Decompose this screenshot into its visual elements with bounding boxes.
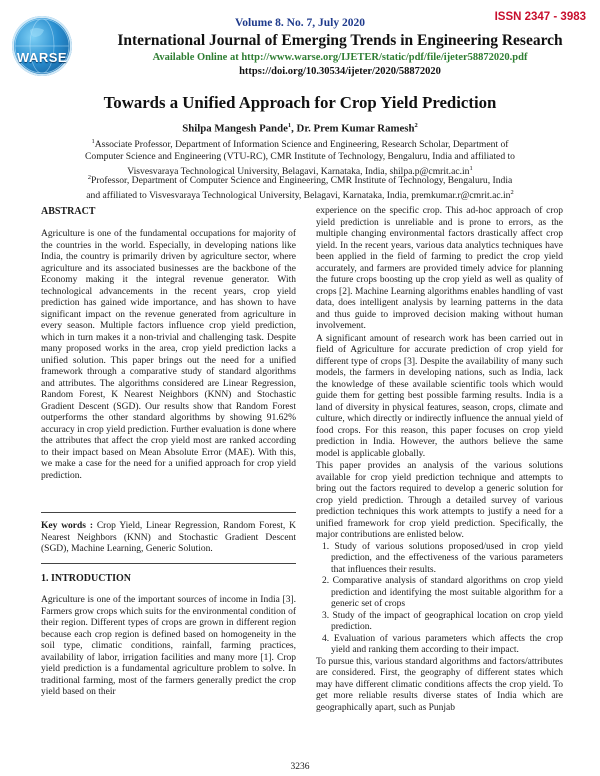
page-number: 3236: [290, 762, 310, 772]
aff1-end-sup: 1: [469, 165, 473, 173]
keywords-bottom-rule: [41, 563, 296, 564]
available-online-link[interactable]: Available Online at http://www.warse.org/IJETER/static/pdf/file/ijeter58872020.pdf: [152, 52, 528, 63]
affiliation-2: [20, 172, 580, 202]
abstract-text: Agriculture is one of the fundamental occupations for majority of the countries in the world. Especially, in developing nations like India, the country is primarily driven by agriculture sector, where agriculture and its associated businesses are the backbone of the Economy making it the integral revenue generator. With technological advancements in the recent years, crop yield prediction has gained wide importance, and has shown to have significant impact on the revenue generated from agriculture in every season. Multiple factors influence crop yield prediction, which in turn makes it a non-trivial and challenging task. Despite many proposed works in the area, crop yield prediction lacks a unified solution. This paper brings out the need for a unified framework through a comparative study of standard algorithms and attributes. The algorithms considered are Linear Regression, Random Forest, K Nearest Neighbors (KNN) and Stochastic Gradient Descent (SGD). Our results show that Random Forest outperforms the other standard algorithms by showing 91.62% accuracy in crop yield prediction. Further evaluation is done where the attributes that affect the crop yield most are ranked according to their impact based on Mean Absolute Error (MAE). With this, we make a case for the need for a unified approach for crop yield prediction.: [41, 229, 296, 481]
volume-info: Volume 8. No. 7, July 2020: [235, 17, 365, 29]
aff2-line-1: Professor, Department of Computer Science and Engineering, CMR Institute of Technology, Bengaluru, India: [91, 175, 513, 187]
aff1-line-1: Associate Professor, Department of Information Science and Engineering, Research Scholar, Department of: [94, 139, 509, 151]
right-para-3: This paper provides an analysis of the various solutions available for crop yield prediction technique and attempts to bring out the factors required to develop a generic solution for crop yield prediction. Through a detailed survey of various prediction techniques this work attempts to justify a need for a unified framework for crop yield prediction. Specifically, the major contributions are enlisted below.: [316, 461, 563, 540]
keywords-label: Key words :: [41, 521, 93, 531]
journal-title: International Journal of Emerging Trends in Engineering Research: [117, 32, 563, 49]
introduction-text: Agriculture is one of the important sources of income in India [3]. Farmers grow crops which suits for the environmental condition of their region. Different types of crops are grown in different region because each crop region is defined based on homogeneity in the soil type, climatic conditions, rainfall, farming practices, availability of labor, irrigation facilities and many more [1]. Crop yield prediction is a fundamental agriculture problem to solve. In traditional farming, most of the farmers generally predict the crop yield based on their: [41, 595, 296, 697]
aff2-end-sup: 2: [510, 189, 514, 197]
right-para-4: To pursue this, various standard algorithms and factors/attributes are considered. First, the geography of different states which may have different climatic conditions affects the crop yield. To get more reliable results diverse states of India which are geographically apart, such as Punjab: [316, 656, 563, 713]
aff1-line-2: Computer Science and Engineering (VTU-RC), CMR Institute of Technology, Bengaluru, India and affiliated to: [85, 151, 515, 163]
abstract-body: [41, 229, 296, 482]
keywords-text: Crop Yield, Linear Regression, Random Forest, K Nearest Neighbors (KNN) and Stochastic Gradient Descent (SGD), Machine Learning, Generic Solution.: [41, 521, 296, 554]
contribution-item: 3. Study of the impact of geographical location on crop yield prediction.: [322, 610, 563, 632]
author-2-sup: 2: [414, 122, 418, 129]
keywords-top-rule: [41, 512, 296, 513]
contribution-item: 1. Study of various solutions proposed/used in crop yield prediction, and the effectiveness of the various parameters that influences their results.: [322, 541, 563, 575]
paper-title: Towards a Unified Approach for Crop Yield Prediction: [103, 93, 497, 112]
contribution-item: 4. Evaluation of various parameters which affects the crop yield and ranking them according to their impact.: [322, 633, 563, 655]
right-para-2: A significant amount of research work has been carried out in field of Agriculture for accurate prediction of crop yield for different type of crops [3]. Despite the availability of many such models, the farmers in developing nations, such as India, lack the knowledge of these available scientific tools which would guide them for getting best possible farming results. India is a land of diversity in physical features, season, crops, climate and culture, which directly or indirectly influence the annual yield of food crops. For this reason, this paper focuses on crop yield prediction in India. However, the authors believe the same model is applicable globally.: [316, 333, 563, 459]
author-1: Shilpa Mangesh Pande: [182, 122, 288, 135]
keywords: [41, 521, 296, 556]
contributions-list: [316, 542, 563, 657]
introduction-body: [41, 595, 296, 699]
introduction-heading: 1. INTRODUCTION: [41, 573, 132, 584]
author-1-sup: 1: [287, 122, 292, 129]
doi-link[interactable]: https://doi.org/10.30534/ijeter/2020/58872020: [239, 66, 441, 77]
logo-text: WARSE: [16, 49, 68, 65]
right-column: [316, 206, 563, 714]
issn: ISSN 2347 - 3983: [494, 11, 586, 23]
abstract-heading: ABSTRACT: [41, 206, 96, 217]
aff2-line-2: and affiliated to Visvesvaraya Technological University, Belagavi, Karnataka, India, premkumar.r@cmrit.ac.in: [86, 190, 511, 202]
author-2: , Dr. Prem Kumar Ramesh: [291, 122, 415, 135]
authors: [0, 122, 600, 135]
contribution-item: 2. Comparative analysis of standard algorithms on crop yield prediction and identifying the most suitable algorithm for a generic set of crops: [322, 576, 563, 609]
aff1-sup: 1: [91, 138, 95, 145]
aff1-line-3: Visvesvaraya Technological University, Belagavi, Karnataka, India, shilpa.p@cmrit.ac.in: [127, 166, 470, 178]
aff2-sup: 2: [87, 174, 91, 181]
right-para-1: experience on the specific crop. This ad-hoc approach of crop yield prediction is unreliable and is prone to errors, as the multiple changing environmental factors drastically affect crop yield. In the recent years, various data analytics techniques have been applied in the field of farming to predict the crop yield accurately, and farmers are provided timely advice for planning the future crops boosting up the crop yield as well as quality of crops [2]. Machine Learning algorithms enables handling of vast data, does intelligent analysis by learning patterns in the data and thus guide to improved decision making without human involvement.: [316, 206, 563, 331]
